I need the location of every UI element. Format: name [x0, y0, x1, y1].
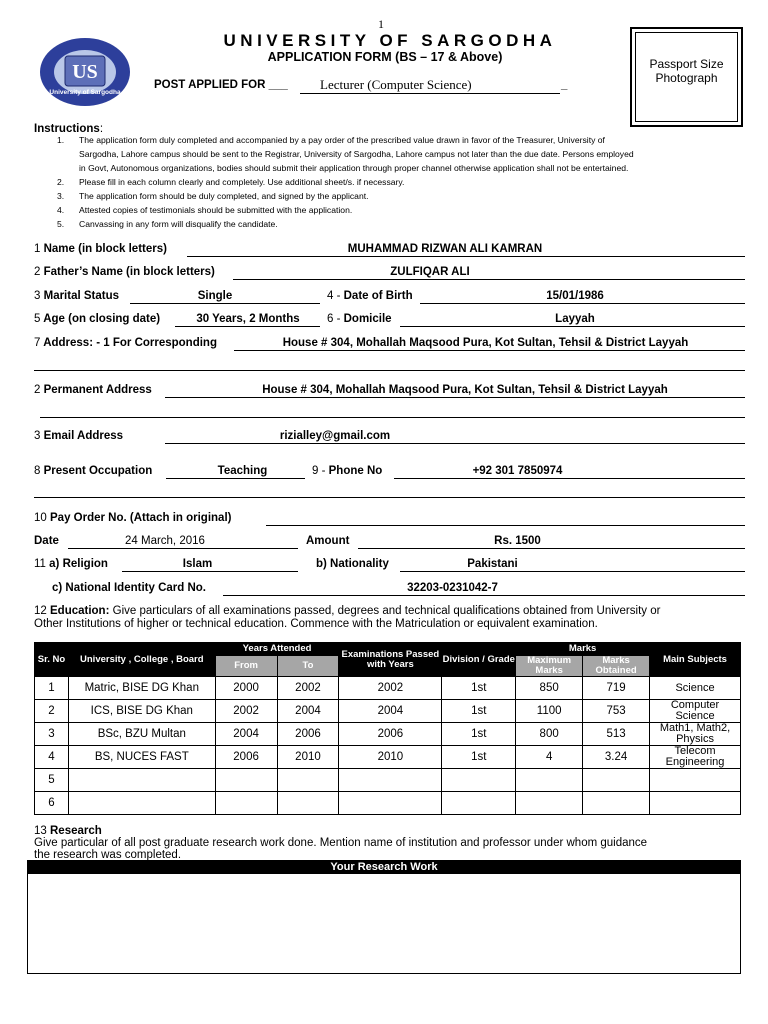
address-extra-line — [34, 370, 745, 371]
post-applied-value: Lecturer (Computer Science) — [320, 77, 472, 92]
cell-from[interactable] — [215, 792, 277, 815]
instruction-text: Please fill in each column clearly and completely. Use additional sheet/s. if necessary. — [79, 177, 405, 187]
cell-max[interactable]: 800 — [516, 723, 583, 746]
cnic-value[interactable]: 32203-0231042-7 — [407, 582, 498, 594]
amount-value[interactable]: Rs. 1500 — [494, 535, 541, 547]
occupation-value[interactable]: Teaching — [217, 465, 268, 477]
instruction-number: 1. — [57, 135, 65, 145]
header-examinations: Examinations Passed with Years — [339, 643, 442, 677]
instruction-text: in Govt, Autonomous organizations, bodies should submit their application through proper channel otherwise application shall not be entertained. — [79, 163, 629, 173]
cell-obt[interactable] — [583, 792, 650, 815]
cell-sr: 6 — [35, 792, 69, 815]
domicile-value[interactable]: Layyah — [555, 313, 595, 325]
header-sr-no: Sr. No — [35, 643, 69, 677]
cell-exam[interactable] — [339, 769, 442, 792]
father-name-value[interactable]: ZULFIQAR ALI — [390, 266, 470, 278]
religion-label: 11 a) Religion — [34, 558, 108, 570]
table-row — [35, 792, 741, 815]
research-section: 13 Research Give particular of all post graduate research work done. Mention name of institution and professor under whom guidance the research was completed. — [34, 825, 648, 861]
cell-to[interactable]: 2004 — [277, 700, 339, 723]
cell-exam[interactable] — [339, 792, 442, 815]
post-applied-tail: _ — [561, 79, 568, 91]
cell-div[interactable]: 1st — [442, 677, 516, 700]
cell-max[interactable] — [516, 792, 583, 815]
instruction-item — [57, 175, 747, 189]
header-main-subjects: Main Subjects — [650, 643, 741, 677]
phone-label: 9 - Phone No — [312, 465, 383, 477]
domicile-label: 6 - Domicile — [327, 313, 392, 325]
instruction-text: Attested copies of testimonials should be submitted with the application. — [79, 205, 353, 215]
date-value[interactable]: 24 March, 2016 — [125, 535, 205, 547]
cell-div[interactable]: 1st — [442, 700, 516, 723]
cell-sr: 2 — [35, 700, 69, 723]
religion-value[interactable]: Islam — [182, 558, 213, 570]
date-label: Date — [34, 535, 59, 547]
research-box[interactable] — [27, 860, 741, 974]
cell-obt[interactable]: 719 — [583, 677, 650, 700]
dob-label: 4 - Date of Birth — [327, 290, 413, 302]
cell-obt[interactable]: 513 — [583, 723, 650, 746]
cell-subj[interactable] — [650, 769, 741, 792]
table-row — [35, 723, 741, 746]
permanent-address-label: 2 Permanent Address — [34, 384, 152, 396]
amount-label: Amount — [306, 535, 350, 547]
table-row — [35, 746, 741, 769]
occupation-label: 8 Present Occupation — [34, 465, 153, 477]
instruction-number: 4. — [57, 205, 65, 215]
corresponding-address-value[interactable]: House # 304, Mohallah Maqsood Pura, Kot Sultan, Tehsil & District Layyah — [282, 337, 689, 349]
name-label: 1 Name (in block letters) — [34, 243, 167, 255]
cell-to[interactable]: 2006 — [277, 723, 339, 746]
cnic-label: c) National Identity Card No. — [52, 582, 206, 594]
cell-exam[interactable]: 2004 — [339, 700, 442, 723]
header-university: University , College , Board — [68, 643, 215, 677]
education-table — [34, 642, 741, 815]
cell-div[interactable] — [442, 769, 516, 792]
university-logo — [38, 36, 132, 108]
header-division: Division / Grade — [442, 643, 516, 677]
instruction-number: 3. — [57, 191, 65, 201]
cell-obt[interactable]: 753 — [583, 700, 650, 723]
instruction-item — [57, 133, 747, 175]
pay-order-field[interactable] — [266, 525, 745, 526]
cell-div[interactable] — [442, 792, 516, 815]
cell-obt[interactable]: 3.24 — [583, 746, 650, 769]
marital-status-value[interactable]: Single — [197, 290, 233, 302]
cell-from[interactable]: 2006 — [215, 746, 277, 769]
education-description: 12 Education: Give particulars of all examinations passed, degrees and technical qualifications obtained from University or Other Institutions of higher or technical education. Commence with the Matriculation or equivalent examination. — [34, 605, 661, 630]
name-value[interactable]: MUHAMMAD RIZWAN ALI KAMRAN — [347, 243, 543, 255]
cell-sr: 4 — [35, 746, 69, 769]
cell-sr: 1 — [35, 677, 69, 700]
svg-text:US: US — [72, 61, 98, 83]
cell-univ[interactable] — [68, 792, 215, 815]
header-years-attended: Years Attended — [215, 643, 339, 656]
logo-text: University of Sargodha — [49, 89, 121, 96]
cell-subj[interactable]: Computer Science — [650, 700, 741, 723]
cell-to[interactable] — [277, 769, 339, 792]
instruction-item — [57, 203, 747, 217]
cell-max[interactable] — [516, 769, 583, 792]
instruction-text: Sargodha, Lahore campus should be sent to the Registrar, University of Sargodha, Lahore campus not later than the due date. Persons employed — [79, 149, 634, 159]
instruction-item — [57, 217, 747, 231]
occupation-extra-line — [34, 497, 745, 498]
cell-exam[interactable]: 2006 — [339, 723, 442, 746]
cell-from[interactable] — [215, 769, 277, 792]
header-from: From — [215, 656, 277, 677]
cell-univ[interactable]: Matric, BISE DG Khan — [68, 677, 215, 700]
cell-subj[interactable]: Telecom Engineering — [650, 746, 741, 769]
cell-univ[interactable]: BS, NUCES FAST — [68, 746, 215, 769]
cell-obt[interactable] — [583, 769, 650, 792]
cell-exam[interactable]: 2010 — [339, 746, 442, 769]
table-row — [35, 700, 741, 723]
cell-subj[interactable]: Math1, Math2, Physics — [650, 723, 741, 746]
header-max-marks: Maximum Marks — [516, 656, 583, 677]
cell-div[interactable]: 1st — [442, 746, 516, 769]
nationality-label: b) Nationality — [316, 558, 389, 570]
cell-subj[interactable] — [650, 792, 741, 815]
header-to: To — [277, 656, 339, 677]
cell-subj[interactable]: Science — [650, 677, 741, 700]
instruction-text: The application form should be duly completed, and signed by the applicant. — [79, 191, 369, 201]
cell-univ[interactable] — [68, 769, 215, 792]
cell-from[interactable]: 2000 — [215, 677, 277, 700]
cell-sr: 3 — [35, 723, 69, 746]
table-row — [35, 677, 741, 700]
cell-max[interactable]: 850 — [516, 677, 583, 700]
nationality-value[interactable]: Pakistani — [467, 558, 518, 570]
age-value[interactable]: 30 Years, 2 Months — [196, 313, 300, 325]
research-box-header: Your Research Work — [28, 861, 740, 874]
email-label: 3 Email Address — [34, 430, 124, 442]
father-name-label: 2 Father’s Name (in block letters) — [34, 266, 215, 278]
form-title: APPLICATION FORM (BS – 17 & Above) — [267, 50, 503, 64]
table-row — [35, 769, 741, 792]
cell-div[interactable]: 1st — [442, 723, 516, 746]
university-title: UNIVERSITY OF SARGODHA — [223, 31, 557, 50]
instructions-title: Instructions: — [34, 123, 104, 135]
header-marks: Marks — [516, 643, 650, 656]
dob-value[interactable]: 15/01/1986 — [546, 290, 604, 302]
permanent-address-value[interactable]: House # 304, Mohallah Maqsood Pura, Kot Sultan, Tehsil & District Layyah — [262, 384, 668, 396]
age-label: 5 Age (on closing date) — [34, 313, 161, 325]
cell-univ[interactable]: BSc, BZU Multan — [68, 723, 215, 746]
header-marks-obtained: Marks Obtained — [583, 656, 650, 677]
passport-photo-label: Passport Size Photograph — [649, 57, 724, 85]
email-value[interactable]: rizialley@gmail.com — [279, 430, 391, 442]
phone-value[interactable]: +92 301 7850974 — [472, 465, 563, 477]
passport-photo-box — [630, 27, 743, 127]
cell-max[interactable]: 4 — [516, 746, 583, 769]
cell-sr: 5 — [35, 769, 69, 792]
cell-univ[interactable]: ICS, BISE DG Khan — [68, 700, 215, 723]
page-number: 1 — [378, 17, 384, 31]
instruction-text: The application form duly completed and accompanied by a pay order of the prescribed value drawn in favor of the Treasurer, University of — [79, 135, 605, 145]
instruction-number: 5. — [57, 219, 65, 229]
cell-to[interactable]: 2010 — [277, 746, 339, 769]
cell-from[interactable]: 2002 — [215, 700, 277, 723]
cell-to[interactable]: 2002 — [277, 677, 339, 700]
post-applied-label: POST APPLIED FOR ___ — [154, 79, 288, 91]
instruction-text: Canvassing in any form will disqualify the candidate. — [79, 219, 278, 229]
cell-max[interactable]: 1100 — [516, 700, 583, 723]
cell-exam[interactable]: 2002 — [339, 677, 442, 700]
cell-to[interactable] — [277, 792, 339, 815]
corresponding-address-label: 7 Address: - 1 For Corresponding — [34, 337, 217, 349]
instruction-item — [57, 189, 747, 203]
cell-from[interactable]: 2004 — [215, 723, 277, 746]
marital-status-label: 3 Marital Status — [34, 290, 120, 302]
instruction-number: 2. — [57, 177, 65, 187]
pay-order-label: 10 Pay Order No. (Attach in original) — [34, 512, 232, 524]
permanent-extra-line — [40, 417, 745, 418]
